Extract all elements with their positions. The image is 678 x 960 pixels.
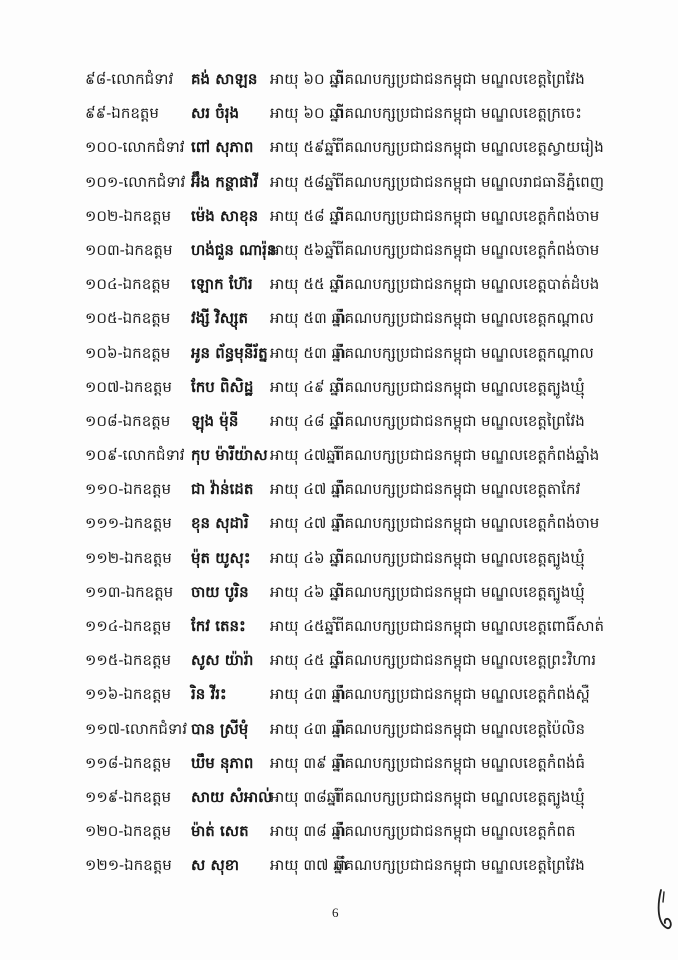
handwritten-initial-mark bbox=[655, 888, 675, 932]
member-province: មណ្ឌលខេត្តត្បូងឃ្មុំ bbox=[481, 377, 585, 396]
member-party: ពីគណបក្សប្រជាជនកម្ពុជា bbox=[335, 172, 477, 191]
member-age: អាយុ ៤៣ ឆ្នាំ bbox=[270, 685, 346, 704]
member-province: មណ្ឌលខេត្តកណ្តាល bbox=[481, 309, 594, 328]
member-age: អាយុ ៦០ ឆ្នាំ bbox=[270, 104, 344, 123]
member-party: ពីគណបក្សប្រជាជនកម្ពុជា bbox=[335, 343, 477, 362]
member-party: ពីគណបក្សប្រជាជនកម្ពុជា bbox=[335, 104, 477, 123]
member-party: ពីគណបក្សប្រជាជនកម្ពុជា bbox=[335, 651, 477, 670]
member-age: អាយុ ៥៦ឆ្នាំ bbox=[270, 240, 339, 259]
member-province: មណ្ឌលខេត្តត្បូងឃ្មុំ bbox=[481, 548, 585, 567]
member-age: អាយុ ៣៧ ឆ្នាំ bbox=[270, 856, 348, 875]
member-name: ខុន សុដារិ bbox=[191, 514, 249, 533]
member-party: ពីគណបក្សប្រជាជនកម្ពុជា bbox=[335, 240, 477, 259]
member-name: កែវ តេនះ bbox=[191, 617, 246, 635]
page-number: 6 bbox=[332, 905, 339, 920]
member-age: អាយុ ៤៧ ឆ្នាំ bbox=[270, 480, 346, 499]
member-name: ឡុង ម៉ុនី bbox=[191, 411, 239, 430]
member-name: ចាយ បូរិន bbox=[191, 582, 249, 601]
member-province: មណ្ឌលខេត្តក្រចេះ bbox=[481, 104, 582, 123]
member-prefix: ១០០-លោកជំទាវ bbox=[85, 138, 185, 157]
list-item bbox=[85, 199, 660, 233]
member-prefix: ១០៤-ឯកឧត្តម bbox=[85, 275, 171, 294]
member-prefix: ១១៥-ឯកឧត្តម bbox=[85, 651, 172, 670]
member-prefix: ១០៦-ឯកឧត្តម bbox=[85, 343, 171, 362]
member-prefix: ១០៥-ឯកឧត្តម bbox=[85, 309, 171, 328]
member-prefix: ១០៣-ឯកឧត្តម bbox=[85, 240, 173, 259]
member-prefix: ១១៧-លោកជំទាវ bbox=[85, 719, 187, 738]
member-province: មណ្ឌលខេត្តព្រៃវែង bbox=[481, 70, 585, 88]
member-name: អ៊ឹង កន្ថាផាវី bbox=[191, 172, 259, 191]
member-age: អាយុ ៣៩ ឆ្នាំ bbox=[270, 753, 346, 772]
member-prefix: ១១១-ឯកឧត្តម bbox=[85, 514, 172, 533]
list-item bbox=[85, 233, 660, 267]
member-age: អាយុ ៥៨ឆ្នាំ bbox=[270, 172, 339, 191]
member-prefix: ១១៩-ឯកឧត្តម bbox=[85, 787, 172, 806]
member-party: ពីគណបក្សប្រជាជនកម្ពុជា bbox=[335, 753, 477, 772]
list-item bbox=[85, 506, 660, 540]
list-item bbox=[85, 575, 660, 609]
member-age: អាយុ ៣៨ឆ្នាំ bbox=[270, 787, 342, 806]
member-prefix: ១០២-ឯកឧត្តម bbox=[85, 206, 172, 225]
member-age: អាយុ ៤៩ ឆ្នាំ bbox=[270, 377, 344, 396]
member-name: ឃឹម នុភាព bbox=[191, 753, 254, 772]
member-party: ពីគណបក្សប្រជាជនកម្ពុជា bbox=[335, 377, 477, 396]
member-name: ស សុខា bbox=[191, 856, 240, 875]
member-province: មណ្ឌលខេត្តកំពង់ចាម bbox=[481, 514, 600, 533]
member-name: ពៅ សុភាព bbox=[191, 138, 254, 157]
list-item bbox=[85, 541, 660, 575]
member-party: ពីគណបក្សប្រជាជនកម្ពុជា bbox=[335, 514, 477, 533]
member-age: អាយុ ៣៨ ឆ្នាំ bbox=[270, 822, 346, 841]
member-province: មណ្ឌលខេត្តកំពង់ចាម bbox=[481, 240, 600, 259]
list-item bbox=[85, 370, 660, 404]
member-province: មណ្ឌលខេត្តប៉ៃលិន bbox=[481, 719, 586, 738]
list-item bbox=[85, 643, 660, 677]
member-age: អាយុ ៥៣ ឆ្នាំ bbox=[270, 343, 346, 362]
member-province: មណ្ឌលខេត្តត្បូងឃ្មុំ bbox=[481, 787, 585, 806]
member-prefix: ១១៣-ឯកឧត្តម bbox=[85, 582, 174, 601]
member-prefix: ១០៨-ឯកឧត្តម bbox=[85, 411, 171, 430]
member-prefix: ៩៩-ឯកឧត្តម bbox=[85, 104, 159, 123]
member-province: មណ្ឌលខេត្តព្រះវិហារ bbox=[481, 651, 597, 670]
list-item bbox=[85, 267, 660, 301]
member-age: អាយុ ៤៨ ឆ្នាំ bbox=[270, 411, 344, 430]
member-age: អាយុ ៤៥ ឆ្នាំ bbox=[270, 651, 344, 670]
member-party: ពីគណបក្សប្រជាជនកម្ពុជា bbox=[335, 787, 477, 806]
member-party: ពីគណបក្សប្រជាជនកម្ពុជា bbox=[335, 617, 477, 635]
member-party: ពីគណបក្សប្រជាជនកម្ពុជា bbox=[335, 206, 477, 225]
member-age: អាយុ ៤៦ ឆ្នាំ bbox=[270, 582, 344, 601]
member-prefix: ១០១-លោកជំទាវ bbox=[85, 172, 186, 191]
list-item bbox=[85, 746, 660, 780]
member-name: ម៉ាត់ សេត bbox=[191, 822, 249, 841]
list-item bbox=[85, 677, 660, 711]
member-name: កែប ពិសិដ្ឋ bbox=[191, 377, 254, 396]
list-item bbox=[85, 336, 660, 370]
member-party: ពីគណបក្សប្រជាជនកម្ពុជា bbox=[335, 70, 477, 88]
member-province: មណ្ឌលខេត្តកំពង់ឆ្នាំង bbox=[481, 446, 600, 465]
list-item bbox=[85, 609, 660, 643]
list-item bbox=[85, 712, 660, 746]
member-name: ហង់ជួន ណារ៉ុន bbox=[191, 240, 277, 259]
member-province: មណ្ឌលខេត្តកណ្តាល bbox=[481, 343, 594, 362]
member-name: ឡោក ហ៊ែរ bbox=[191, 275, 253, 294]
list-item bbox=[85, 848, 660, 882]
member-party: ពីគណបក្សប្រជាជនកម្ពុជា bbox=[335, 480, 477, 499]
member-age: អាយុ ៥៨ ឆ្នាំ bbox=[270, 206, 344, 225]
member-age: អាយុ ៤៥ឆ្នាំ bbox=[270, 617, 339, 635]
member-province: មណ្ឌលខេត្តត្បូងឃ្មុំ bbox=[481, 582, 585, 601]
member-name: វង្សី វិស្សុត bbox=[191, 309, 249, 328]
member-prefix: ១០៩-លោកជំទាវ bbox=[85, 446, 185, 465]
list-item bbox=[85, 472, 660, 506]
member-party: ពីគណបក្សប្រជាជនកម្ពុជា bbox=[335, 446, 477, 465]
member-province: មណ្ឌលខេត្តកំពង់ចាម bbox=[481, 206, 600, 225]
member-age: អាយុ ៥៣ ឆ្នាំ bbox=[270, 309, 346, 328]
member-prefix: ១២១-ឯកឧត្តម bbox=[85, 856, 172, 875]
member-name: ម៉ុត យូសុះ bbox=[191, 548, 251, 567]
member-name: រិន វីរះ bbox=[191, 685, 227, 704]
member-name: ម៉េង សាខុន bbox=[191, 206, 259, 225]
list-item bbox=[85, 438, 660, 472]
member-prefix: ១១៦-ឯកឧត្តម bbox=[85, 685, 172, 704]
member-prefix: ១១០-ឯកឧត្តម bbox=[85, 480, 172, 499]
member-party: ពីគណបក្សប្រជាជនកម្ពុជា bbox=[335, 548, 477, 567]
member-name: សរ ចំរុង bbox=[191, 104, 240, 123]
member-name: អូន ព័ន្ធមុនីរ័ត្ន bbox=[191, 343, 268, 362]
member-age: អាយុ ៦០ ឆ្នាំ bbox=[270, 70, 344, 88]
list-item bbox=[85, 96, 660, 130]
member-age: អាយុ ៤៣ ឆ្នាំ bbox=[270, 719, 346, 738]
member-name: កុប ម៉ារីយ៉ាស bbox=[191, 446, 268, 465]
list-item bbox=[85, 780, 660, 814]
member-party: ពីគណបក្សប្រជាជនកម្ពុជា bbox=[335, 685, 477, 704]
member-prefix: ១០៧-ឯកឧត្តម bbox=[85, 377, 172, 396]
member-province: មណ្ឌលរាជធានីភ្នំពេញ bbox=[481, 172, 605, 191]
member-name: សូស យ៉ារ៉ា bbox=[191, 651, 254, 670]
member-party: ពីគណបក្សប្រជាជនកម្ពុជា bbox=[335, 856, 477, 875]
member-province: មណ្ឌលខេត្តស្វាយរៀង bbox=[481, 138, 604, 157]
member-age: អាយុ ៥៥ ឆ្នាំ bbox=[270, 275, 344, 294]
member-age: អាយុ ៤៧ ឆ្នាំ bbox=[270, 514, 346, 533]
member-province: មណ្ឌលខេត្តបាត់ដំបង bbox=[481, 275, 600, 294]
member-prefix: ១១២-ឯកឧត្តម bbox=[85, 548, 172, 567]
member-province: មណ្ឌលខេត្តតាកែវ bbox=[481, 480, 581, 499]
list-item bbox=[85, 130, 660, 164]
list-item bbox=[85, 165, 660, 199]
member-party: ពីគណបក្សប្រជាជនកម្ពុជា bbox=[335, 582, 477, 601]
member-party: ពីគណបក្សប្រជាជនកម្ពុជា bbox=[335, 275, 477, 294]
member-age: អាយុ ៤៧ឆ្នាំ bbox=[270, 446, 341, 465]
list-item bbox=[85, 301, 660, 335]
member-party: ពីគណបក្សប្រជាជនកម្ពុជា bbox=[335, 719, 477, 738]
member-province: មណ្ឌលខេត្តព្រៃវែង bbox=[481, 856, 585, 875]
member-province: មណ្ឌលខេត្តកំពង់ស្ពឺ bbox=[481, 685, 590, 704]
member-party: ពីគណបក្សប្រជាជនកម្ពុជា bbox=[335, 822, 477, 841]
member-prefix: ៩៨-លោកជំទាវ bbox=[85, 70, 174, 88]
member-party: ពីគណបក្សប្រជាជនកម្ពុជា bbox=[335, 411, 477, 430]
member-party: ពីគណបក្សប្រជាជនកម្ពុជា bbox=[335, 138, 477, 157]
list-item bbox=[85, 62, 660, 96]
member-province: មណ្ឌលខេត្តព្រៃវែង bbox=[481, 411, 585, 430]
member-province: មណ្ឌលខេត្តកំពង់ធំ bbox=[481, 753, 586, 772]
list-item bbox=[85, 404, 660, 438]
member-province: មណ្ឌលខេត្តកំពត bbox=[481, 822, 576, 841]
member-province: មណ្ឌលខេត្តពោធិ៍សាត់ bbox=[481, 617, 605, 635]
member-name: គង់ សាឡន bbox=[191, 70, 258, 88]
member-age: អាយុ ៥៩ឆ្នាំ bbox=[270, 138, 339, 157]
member-list bbox=[85, 62, 660, 883]
member-prefix: ១២០-ឯកឧត្តម bbox=[85, 822, 172, 841]
member-party: ពីគណបក្សប្រជាជនកម្ពុជា bbox=[335, 309, 477, 328]
list-item bbox=[85, 814, 660, 848]
member-age: អាយុ ៤៦ ឆ្នាំ bbox=[270, 548, 344, 567]
member-name: បាន ស្រីមុំ bbox=[191, 719, 249, 738]
member-name: ជា វ៉ាន់ដេត bbox=[191, 480, 254, 499]
member-prefix: ១១៨-ឯកឧត្តម bbox=[85, 753, 172, 772]
member-prefix: ១១៤-ឯកឧត្តម bbox=[85, 617, 172, 635]
member-name: សាយ សំអាល់ bbox=[191, 787, 273, 806]
